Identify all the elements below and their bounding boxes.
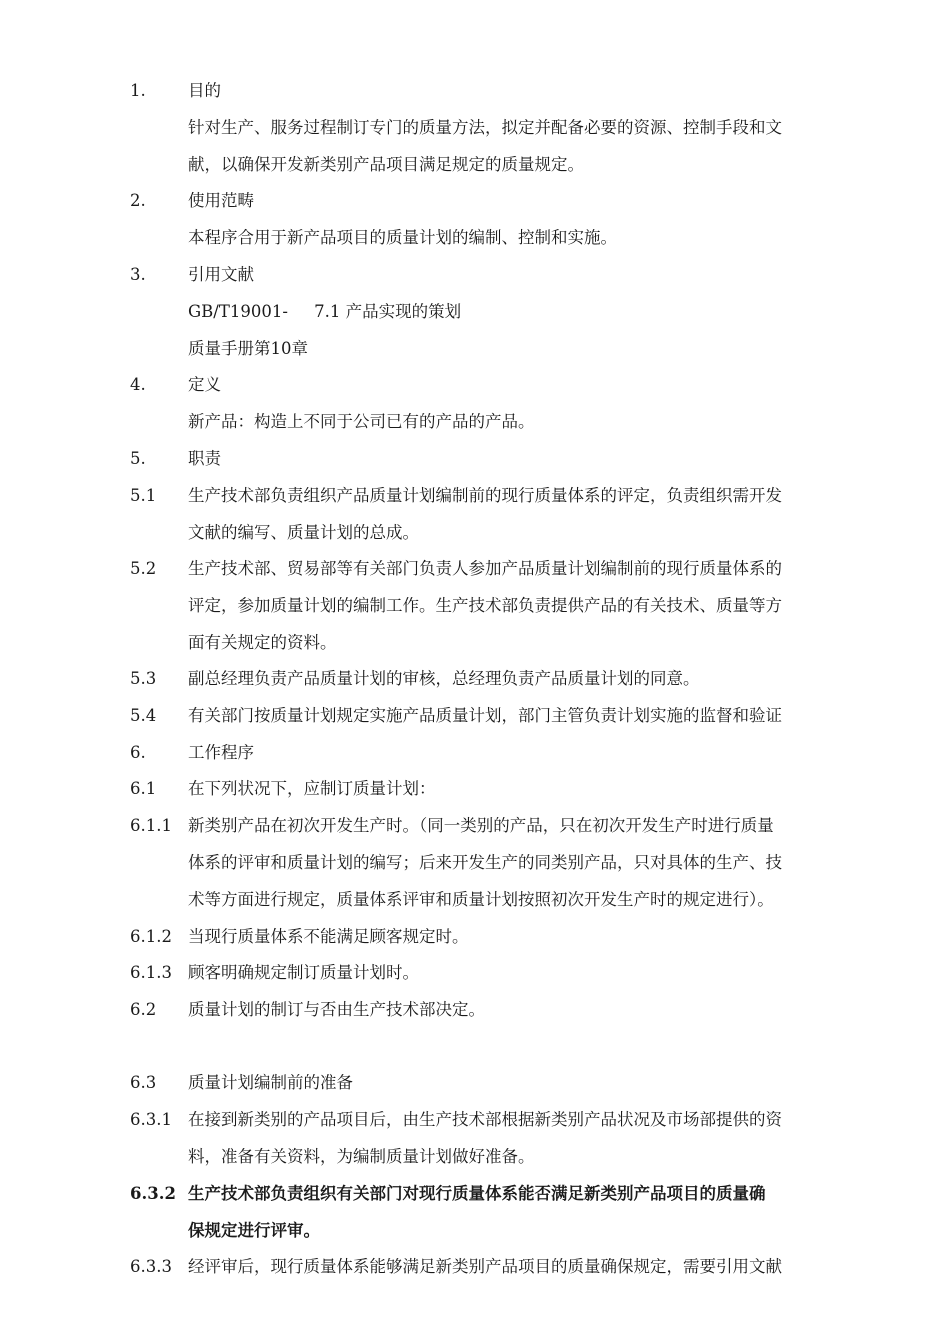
clause-number: 5.2 <box>130 559 157 578</box>
section-number: 1. <box>130 81 146 100</box>
clause-6-2 <box>130 991 875 1028</box>
paragraph-line: 新产品：构造上不同于公司已有的产品的产品。 <box>188 412 535 431</box>
clause-5-1 <box>130 477 875 551</box>
paragraph-line: 质量计划编制前的准备 <box>188 1073 353 1092</box>
section-4-body <box>130 403 875 440</box>
paragraph-line: 有关部门按质量计划规定实施产品质量计划，部门主管负责计划实施的监督和验证 <box>188 706 782 725</box>
paragraph-line: 经评审后，现行质量体系能够满足新类别产品项目的质量确保规定，需要引用文献 <box>188 1257 782 1276</box>
clause-number: 6.3.1 <box>130 1110 172 1129</box>
clause-number: 6.3.2 <box>130 1184 176 1203</box>
paragraph-line: 献，以确保开发新类别产品项目满足规定的质量规定。 <box>188 155 584 174</box>
section-1-heading <box>130 72 875 109</box>
paragraph-line: 副总经理负责产品质量计划的审核，总经理负责产品质量计划的同意。 <box>188 669 700 688</box>
paragraph-line: 当现行质量体系不能满足顾客规定时。 <box>188 927 469 946</box>
reference-line: 质量手册第10章 <box>188 339 308 358</box>
section-2-body <box>130 219 875 256</box>
clause-number: 6.1.1 <box>130 816 172 835</box>
clause-6-1-1 <box>130 807 875 918</box>
paragraph-line: 新类别产品在初次开发生产时。（同一类别的产品，只在初次开发生产时进行质量 <box>188 816 774 835</box>
section-3-reference <box>130 330 875 367</box>
section-title: 定义 <box>188 375 221 394</box>
section-number: 5. <box>130 449 146 468</box>
section-3-heading <box>130 256 875 293</box>
paragraph-line: 体系的评审和质量计划的编写；后来开发生产的同类别产品，只对具体的生产、技 <box>188 853 782 872</box>
paragraph-line: 生产技术部负责组织有关部门对现行质量体系能否满足新类别产品项目的质量确 <box>188 1184 766 1203</box>
clause-6-3-3 <box>130 1248 875 1285</box>
paragraph-line: 生产技术部、贸易部等有关部门负责人参加产品质量计划编制前的现行质量体系的 <box>188 559 782 578</box>
section-2-heading <box>130 182 875 219</box>
paragraph-line: 在接到新类别的产品项目后，由生产技术部根据新类别产品状况及市场部提供的资 <box>188 1110 782 1129</box>
clause-number: 6.3 <box>130 1073 157 1092</box>
section-4-heading <box>130 366 875 403</box>
clause-number: 6.3.3 <box>130 1257 172 1276</box>
paragraph-line: 面有关规定的资料。 <box>188 633 337 652</box>
clause-5-3 <box>130 660 875 697</box>
paragraph-line: 在下列状况下，应制订质量计划： <box>188 779 436 798</box>
paragraph-line: 质量计划的制订与否由生产技术部决定。 <box>188 1000 485 1019</box>
section-number: 6. <box>130 743 146 762</box>
clause-number: 5.4 <box>130 706 157 725</box>
clause-6-3-2 <box>130 1175 875 1249</box>
paragraph-line: 顾客明确规定制订质量计划时。 <box>188 963 419 982</box>
clause-6-1-3 <box>130 954 875 991</box>
section-1-body <box>130 109 875 183</box>
section-title: 引用文献 <box>188 265 254 284</box>
paragraph-line: 术等方面进行规定，质量体系评审和质量计划按照初次开发生产时的规定进行）。 <box>188 890 774 909</box>
reference-line: GB/T19001- 7.1 产品实现的策划 <box>188 302 462 321</box>
paragraph-line: 本程序合用于新产品项目的质量计划的编制、控制和实施。 <box>188 228 617 247</box>
clause-6-3 <box>130 1064 875 1101</box>
section-3-reference <box>130 293 875 330</box>
section-number: 3. <box>130 265 146 284</box>
paragraph-line: 评定，参加质量计划的编制工作。生产技术部负责提供产品的有关技术、质量等方 <box>188 596 782 615</box>
clause-5-2 <box>130 550 875 661</box>
section-title: 目的 <box>188 81 221 100</box>
clause-number: 6.1.3 <box>130 963 172 982</box>
paragraph-line: 文献的编写、质量计划的总成。 <box>188 523 419 542</box>
clause-6-3-1 <box>130 1101 875 1175</box>
clause-number: 5.3 <box>130 669 157 688</box>
paragraph-line: 生产技术部负责组织产品质量计划编制前的现行质量体系的评定，负责组织需开发 <box>188 486 782 505</box>
clause-5-4 <box>130 697 875 734</box>
paragraph-line: 料，准备有关资料，为编制质量计划做好准备。 <box>188 1147 535 1166</box>
clause-number: 6.2 <box>130 1000 157 1019</box>
paragraph-line: 针对生产、服务过程制订专门的质量方法，拟定并配备必要的资源、控制手段和文 <box>188 118 782 137</box>
clause-number: 6.1.2 <box>130 927 172 946</box>
paragraph-line: 保规定进行评审。 <box>188 1221 320 1240</box>
section-title: 使用范畴 <box>188 191 254 210</box>
clause-6-1-2 <box>130 918 875 955</box>
clause-number: 5.1 <box>130 486 157 505</box>
section-number: 4. <box>130 375 146 394</box>
section-5-heading <box>130 440 875 477</box>
clause-number: 6.1 <box>130 779 157 798</box>
section-title: 工作程序 <box>188 743 254 762</box>
section-number: 2. <box>130 191 146 210</box>
section-title: 职责 <box>188 449 221 468</box>
clause-6-1 <box>130 770 875 807</box>
section-6-heading <box>130 734 875 771</box>
